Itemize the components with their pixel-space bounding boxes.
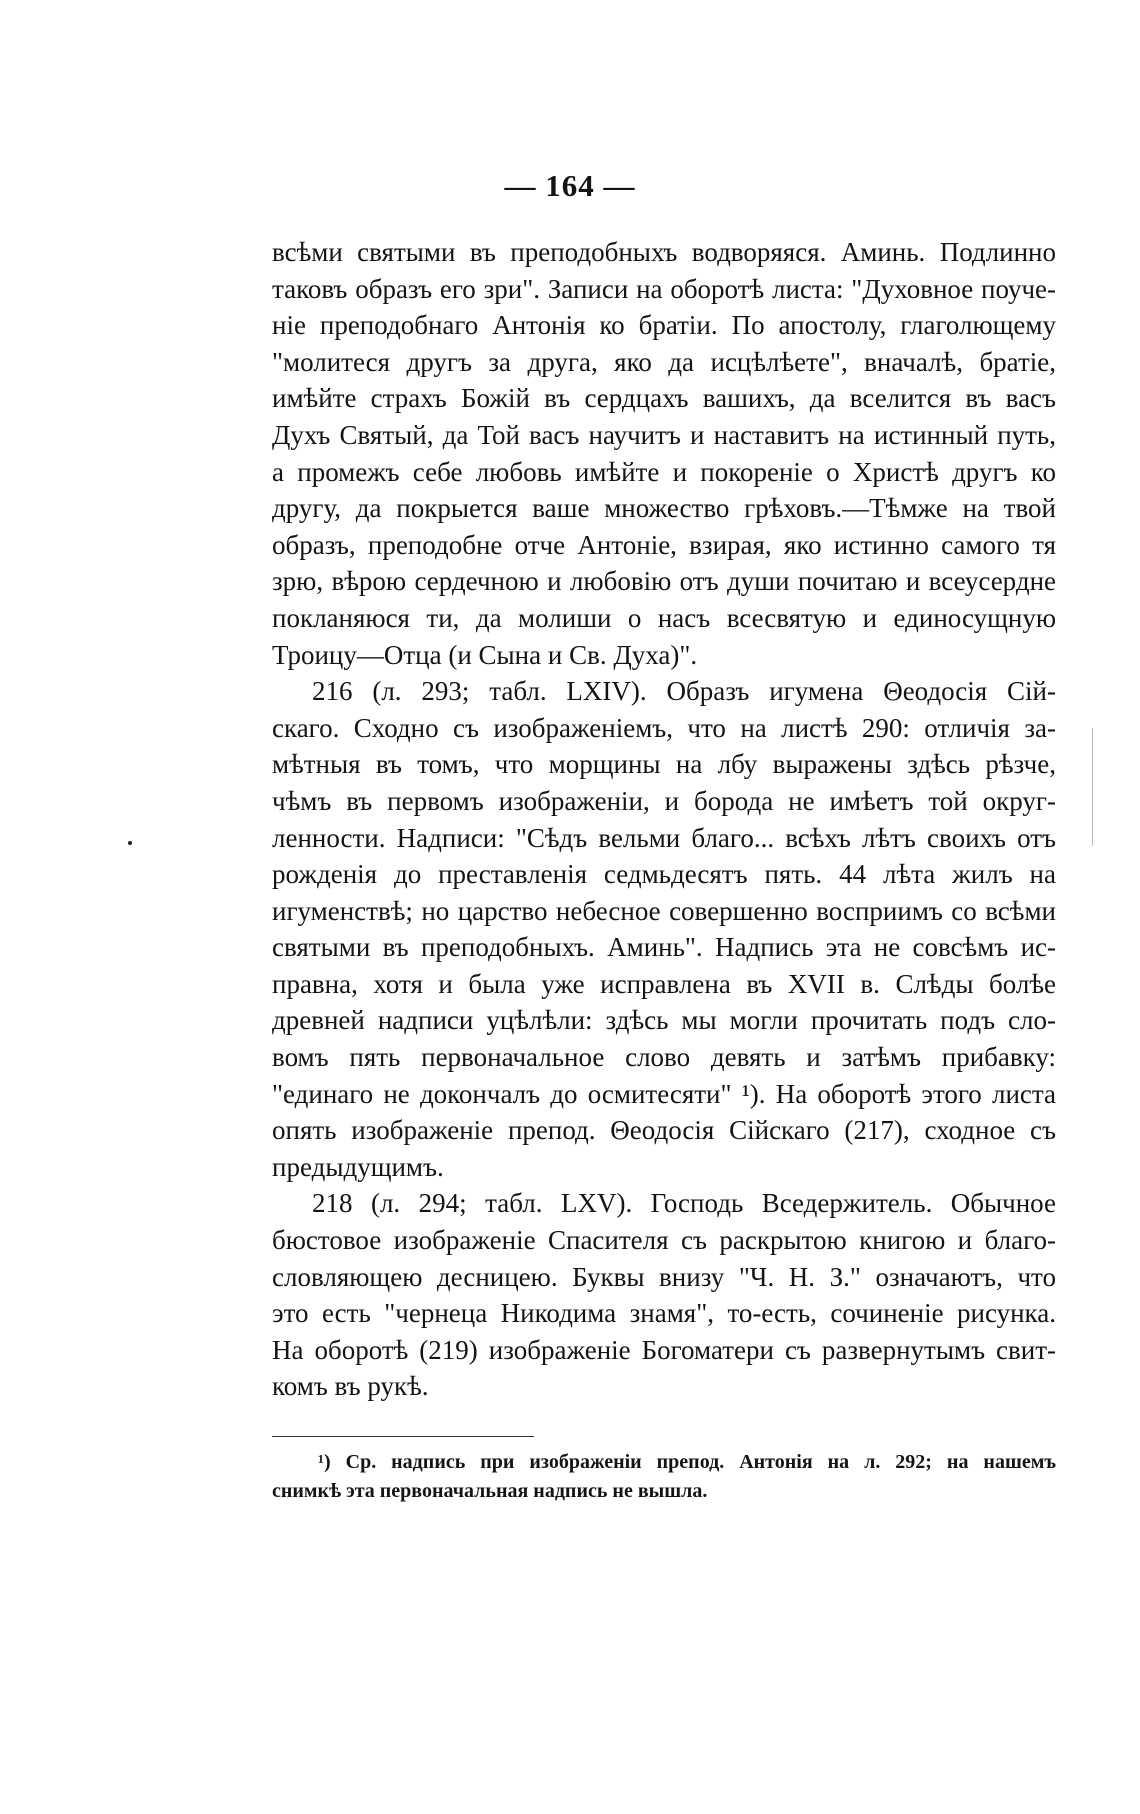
margin-scan-line [1092,728,1093,846]
text-line: комъ въ рукѣ. [272,1371,429,1402]
body-text [272,234,1056,1405]
text-line: Духъ Святый, да Той васъ научитъ и наставитъ на истинный путь, [272,419,1056,450]
text-line: мѣтныя въ томъ, что морщины на лбу выражены здѣсь рѣзче, [272,749,1056,780]
footnote-line: ¹) Ср. надпись при изображеніи препод. Антонія на л. 292; на нашемъ [318,1451,1056,1473]
text-line: таковъ образъ его зри". Записи на оборотѣ листа: "Духовное поуче- [272,273,1056,304]
text-line: имѣйте страхъ Божій въ сердцахъ вашихъ, да вселится въ васъ [272,383,1056,414]
text-line: святыми въ преподобныхъ. Аминь". Надпись эта не совсѣмъ ис- [272,932,1056,963]
footnote-line: снимкѣ эта первоначальная надпись не вышла. [272,1480,708,1502]
text-line: зрю, вѣрою сердечною и любовію отъ души почитаю и всеусердне [272,566,1056,597]
text-line: а промежъ себе любовь имѣйте и покореніе о Христѣ другъ ко [272,456,1056,487]
text-line: древней надписи уцѣлѣли: здѣсь мы могли прочитать подъ сло- [272,1005,1056,1036]
paragraph-216-start: 216 (л. 293; табл. LXIV). Образъ игумена Θеодосія Сій- [312,676,1056,707]
text-line: всѣми святыми въ преподобныхъ водворяяся. Аминь. Подлинно [272,237,1056,267]
footnote [272,1448,1056,1506]
margin-mark [128,841,132,845]
text-line: На оборотѣ (219) изображеніе Богоматери съ развернутымъ свит- [272,1334,1056,1365]
text-line: правна, хотя и была уже исправлена въ XVII в. Слѣды болѣе [272,968,1056,999]
paragraph-218-start: 218 (л. 294; табл. LXV). Господь Вседержитель. Обычное [312,1188,1056,1219]
footnote-divider [272,1436,534,1437]
text-line: образъ, преподобне отче Антоніе, взирая, яко истинно самого тя [272,529,1056,560]
text-line: Троицу—Отца (и Сына и Св. Духа)". [272,639,698,670]
text-line: предыдущимъ. [272,1151,444,1182]
text-line: вомъ пять первоначальное слово девять и затѣмъ прибавку: [272,1042,1056,1073]
page-number: — 164 — [504,168,636,203]
text-line: словляющею десницею. Буквы внизу "Ч. Н. З." означаютъ, что [272,1261,1056,1292]
text-line: ніе преподобнаго Антонія ко братіи. По апостолу, глаголющему [272,310,1056,341]
text-line: бюстовое изображеніе Спасителя съ раскрытою книгою и благо- [272,1225,1056,1256]
text-line: это есть "чернеца Никодима знамя", то-есть, сочиненіе рисунка. [272,1298,1056,1329]
text-line: игуменствѣ; но царство небесное совершенно восприимъ со всѣми [272,895,1056,926]
text-line: другу, да покрыется ваше множество грѣховъ.—Тѣмже на твой [272,493,1056,524]
text-line: рожденія до преставленія седмьдесятъ пять. 44 лѣта жилъ на [272,859,1056,890]
text-line: скаго. Сходно съ изображеніемъ, что на листѣ 290: отличія за- [272,712,1056,743]
text-line: "единаго не докончалъ до осмитесяти" ¹). На оборотѣ этого листа [272,1078,1056,1109]
text-line: покланяюся ти, да молиши о насъ всесвятую и единосущную [272,602,1056,633]
text-line: ленности. Надписи: "Сѣдъ вельми благо... всѣхъ лѣтъ своихъ отъ [272,822,1056,853]
text-line: чѣмъ въ первомъ изображеніи, и борода не имѣетъ той округ- [272,785,1056,816]
text-line: опять изображеніе препод. Θеодосія Сійскаго (217), сходное съ [272,1115,1056,1146]
text-line: "молитеся другъ за друга, яко да исцѣлѣете", вначалѣ, братіе, [272,346,1056,377]
